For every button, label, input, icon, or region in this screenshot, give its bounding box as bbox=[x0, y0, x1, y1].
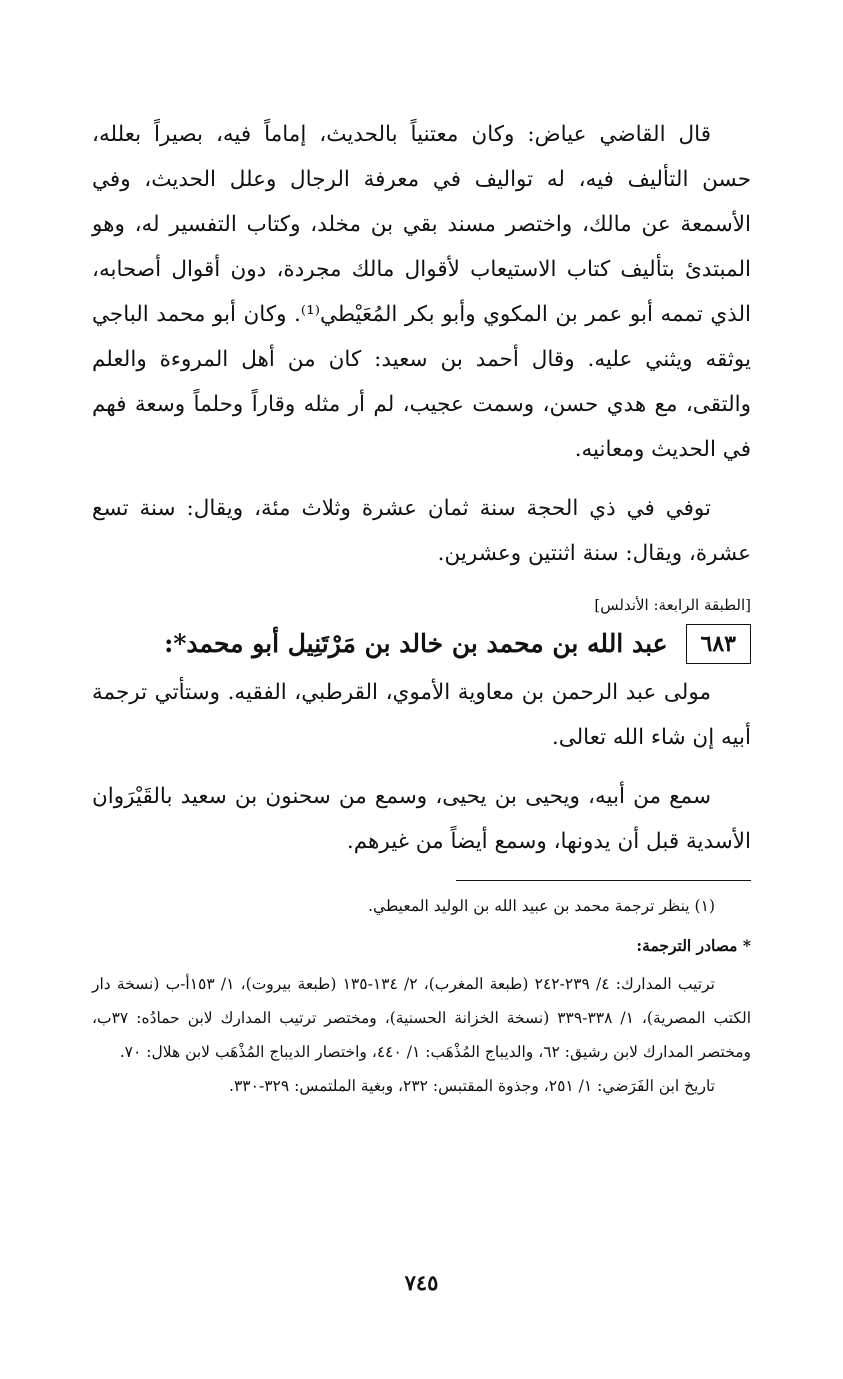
footnote-divider bbox=[456, 880, 751, 881]
paragraph-entry-teachers: سمع من أبيه، ويحيى بن يحيى، وسمع من سحنون بن سعيد بالقَيْرَوان الأسدية قبل أن يدونها، وسمع أيضاً من غيرهم. bbox=[92, 784, 751, 854]
entry-heading bbox=[92, 624, 751, 664]
section-tag: [الطبقة الرابعة: الأندلس] bbox=[594, 596, 751, 614]
entry-title: عبد الله بن محمد بن خالد بن مَرْتَنِيل أبو محمد*: bbox=[164, 629, 668, 658]
paragraph-qadi-iyad-quote: قال القاضي عياض: وكان معتنياً بالحديث، إماماً فيه، بصيراً بعلله، حسن التأليف فيه، له تواليف في معرفة الرجال وعلل الحديث، وفي الأسمعة عن مالك، واختصر مسند بقي بن مخلد، وكتاب التفسير له، وهو المبتدئ بتأليف كتاب الاستيعاب لأقوال مالك مجردة، دون أقوال أصحابه، الذي تممه أبو عمر بن المكوي وأبو بكر المُعَيْطي⁽¹⁾. وكان أبو محمد الباجي يوثقه ويثني عليه. وقال أحمد بن سعيد: كان من أهل المروءة والعلم والتقى، مع هدي حسن، وسمت عجيب، لم أر مثله وقاراً وحلماً وسعة فهم في الحديث ومعانيه. bbox=[92, 122, 751, 462]
paragraph-entry-intro: مولى عبد الرحمن بن معاوية الأموي، القرطبي، الفقيه. وستأتي ترجمة أبيه إن شاء الله تعالى. bbox=[92, 680, 751, 750]
sources-paragraph-2: تاريخ ابن الفَرَضي: ١/ ٢٥١، وجذوة المقتبس: ٢٣٢، وبغية الملتمس: ٣٢٩-٣٣٠. bbox=[229, 1077, 715, 1095]
paragraph-death-date: توفي في ذي الحجة سنة ثمان عشرة وثلاث مئة، ويقال: سنة تسع عشرة، ويقال: سنة اثنتين وعشرين. bbox=[92, 496, 751, 566]
page-content bbox=[92, 112, 751, 1103]
entry-number: ٦٨٣ bbox=[686, 624, 751, 664]
page-number: ٧٤٥ bbox=[404, 1270, 439, 1295]
sources-paragraph-1: ترتيب المدارك: ٤/ ٢٣٩-٢٤٢ (طبعة المغرب)، ٢/ ١٣٤-١٣٥ (طبعة بيروت)، ١/ ١٥٣أ-ب (نسخة دار الكتب المصرية)، ١/ ٣٣٨-٣٣٩ (نسخة الخزانة الحسنية)، ومختصر ترتيب المدارك لابن حمادُه: ٣٧ب، ومختصر المدارك لابن رشيق: ٦٢، والديباج المُذْهَب: ١/ ٤٤٠، واختصار الديباج المُذْهَب لابن هلال: ٧٠. bbox=[92, 975, 752, 1061]
sources-title: * مصادر الترجمة: bbox=[636, 936, 751, 955]
footnote-1: (١) ينظر ترجمة محمد بن عبيد الله بن الوليد المعيطي. bbox=[368, 897, 715, 915]
